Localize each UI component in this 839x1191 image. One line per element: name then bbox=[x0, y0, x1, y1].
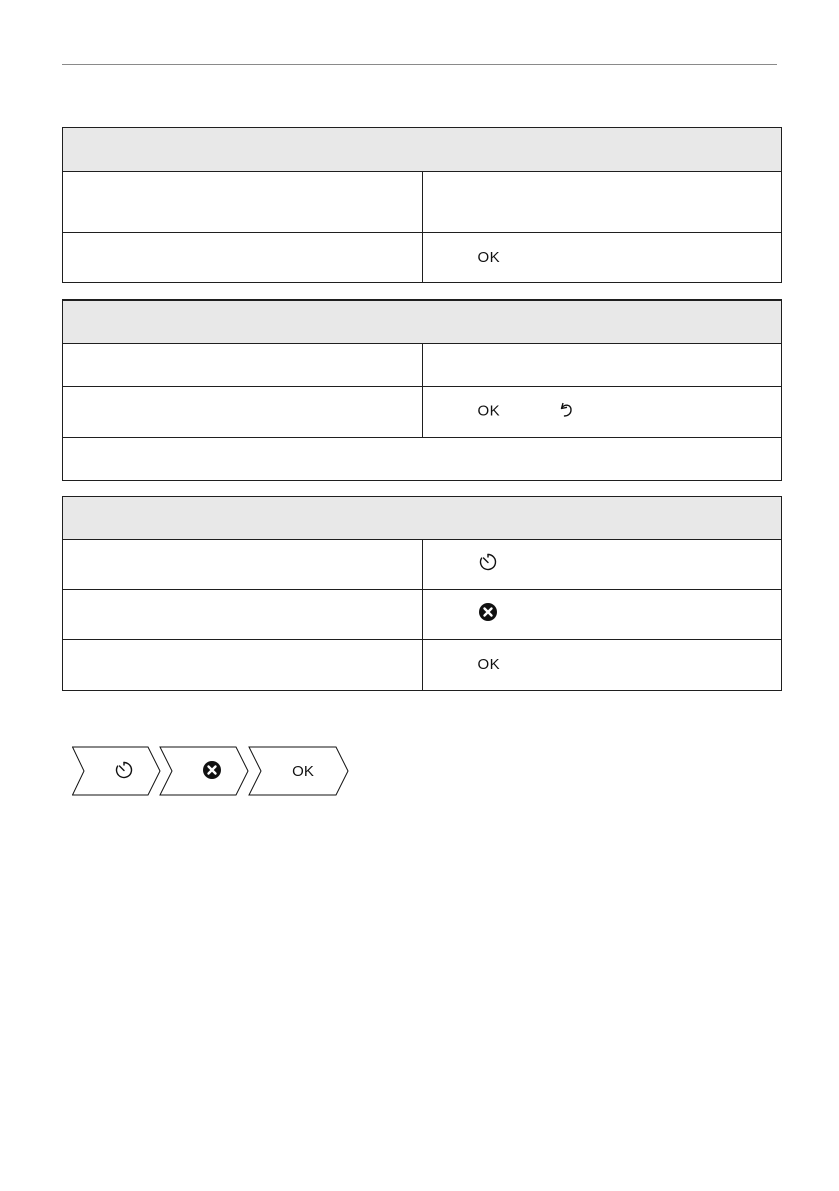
procedure-table-3 bbox=[62, 496, 782, 691]
ok-symbol: OK bbox=[477, 402, 501, 420]
table-3-step-2-description bbox=[422, 590, 782, 640]
table-1-step-1-label bbox=[63, 172, 423, 233]
flow-step-cancel bbox=[160, 747, 248, 795]
flow-step-ok bbox=[249, 747, 348, 795]
table-1-step-2-description bbox=[422, 233, 782, 283]
table-1-step-2-label bbox=[63, 233, 423, 283]
table-2-step-1-description bbox=[422, 343, 782, 386]
table-2-step-1-label bbox=[63, 343, 423, 386]
ok-symbol: OK bbox=[477, 656, 501, 673]
back-arrow-icon bbox=[560, 400, 574, 423]
flow-step-timer bbox=[73, 747, 161, 795]
button-sequence-flow bbox=[72, 746, 352, 796]
table-2-step-2-description bbox=[422, 386, 782, 437]
procedure-table-2 bbox=[62, 299, 782, 481]
cancel-circle-icon bbox=[203, 761, 221, 779]
table-1-header bbox=[63, 128, 782, 172]
table-3-step-3-label bbox=[63, 640, 423, 691]
flow-ok-label: OK bbox=[292, 763, 314, 780]
table-3-step-1-label bbox=[63, 540, 423, 590]
table-1-step-1-description bbox=[422, 172, 782, 233]
table-3-step-2-label bbox=[63, 590, 423, 640]
table-3-header bbox=[63, 497, 782, 540]
header-rule bbox=[62, 64, 777, 65]
table-2-note bbox=[63, 437, 782, 480]
ok-symbol: OK bbox=[477, 248, 501, 266]
timer-icon bbox=[478, 552, 498, 577]
cancel-circle-icon bbox=[478, 602, 498, 627]
table-2-step-2-label bbox=[63, 386, 423, 437]
table-3-step-1-description bbox=[422, 540, 782, 590]
table-2-header bbox=[63, 300, 782, 343]
procedure-table-1 bbox=[62, 127, 782, 283]
table-3-step-3-description bbox=[422, 640, 782, 691]
